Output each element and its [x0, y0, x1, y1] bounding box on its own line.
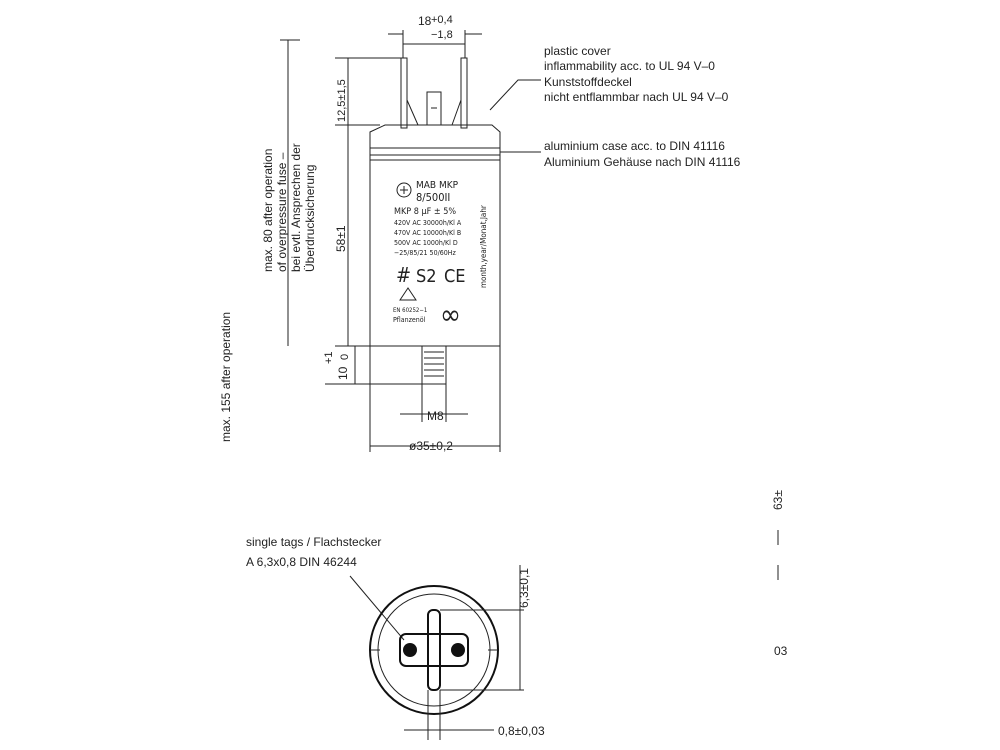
cover-en-2: inflammability acc. to UL 94 V–0	[544, 59, 715, 73]
cover-en-1: plastic cover	[544, 44, 611, 58]
label-std: EN 60252−1	[393, 307, 428, 314]
label-rating-3: 500V AC 1000h/Kl D	[394, 239, 458, 247]
side-note-2: of overpressure fuse –	[275, 152, 289, 272]
label-s2: S2	[416, 266, 437, 287]
stud-height-value: 10	[336, 366, 350, 380]
tag-spacing-value: 6,3±0,1	[517, 568, 531, 608]
label-model: 8/500II	[416, 191, 451, 204]
right-cut-03: 03	[774, 644, 788, 658]
body-height-value: 58±1	[334, 225, 348, 252]
top-width-value: 18	[418, 14, 432, 28]
center-tag	[428, 610, 440, 690]
tag-bends	[407, 100, 461, 125]
cover-de-1: Kunststoffdeckel	[544, 75, 632, 89]
thread-value: M8	[427, 409, 444, 423]
left-cut-note: max. 155 after operation	[219, 311, 233, 442]
label-rating-4: −25/85/21 50/60Hz	[394, 249, 456, 257]
top-width-tol-lower: −1,8	[431, 29, 453, 41]
label-rating-1: 420V AC 30000h/Kl A	[394, 219, 462, 227]
label-ce: CE	[444, 266, 466, 287]
tag-hole-left	[403, 643, 417, 657]
stud-tol-lower: 0	[339, 353, 351, 360]
tag-thickness-value: 0,8±0,03	[498, 724, 545, 738]
diameter-value: ø35±0,2	[409, 439, 453, 453]
tag-hole-right	[451, 643, 465, 657]
stud-tol-upper: +1	[323, 351, 335, 364]
tags-spec: A 6,3x0,8 DIN 46244	[246, 555, 357, 569]
side-note-3: bei evtl. Ansprechen der	[289, 143, 303, 272]
tags-title: single tags / Flachstecker	[246, 535, 382, 549]
label-brand: MAB MKP	[416, 180, 459, 191]
label-oil: Pflanzenöl	[393, 316, 426, 324]
right-cut-value: 63±	[771, 490, 785, 510]
plastic-cover	[370, 125, 500, 148]
tag-left	[401, 58, 407, 128]
hash-symbol: #	[396, 263, 412, 287]
cutoff-margins	[219, 312, 788, 658]
stud-thread	[424, 352, 444, 376]
cover-de-2: nicht entflammbar nach UL 94 V–0	[544, 90, 729, 104]
case-de: Aluminium Gehäuse nach DIN 41116	[544, 155, 741, 169]
label-cap: MKP 8 µF ± 5%	[394, 207, 457, 217]
top-width-tol-upper: +0,4	[431, 14, 453, 26]
label-rating-2: 470V AC 10000h/Kl B	[394, 229, 462, 237]
side-note-1: max. 80 after operation	[261, 148, 275, 272]
case-en: aluminium case acc. to DIN 41116	[544, 139, 725, 153]
center-post	[427, 92, 441, 125]
infinity-symbol: ∞	[440, 298, 461, 331]
side-note-4: Überdrucksicherung	[303, 164, 317, 272]
cover-leader	[490, 80, 541, 110]
tag-right	[461, 58, 467, 128]
vde-mark-icon	[400, 288, 416, 300]
label-date: month,year/Monat,Jahr	[479, 205, 488, 288]
tag-height-value: 12,5±1,5	[336, 79, 348, 122]
side-view	[261, 14, 741, 453]
case-label	[393, 180, 488, 331]
brand-logo-mark	[400, 186, 408, 194]
top-view	[246, 535, 545, 740]
tags-leader	[350, 576, 404, 640]
cover-outer-ring	[370, 586, 498, 714]
